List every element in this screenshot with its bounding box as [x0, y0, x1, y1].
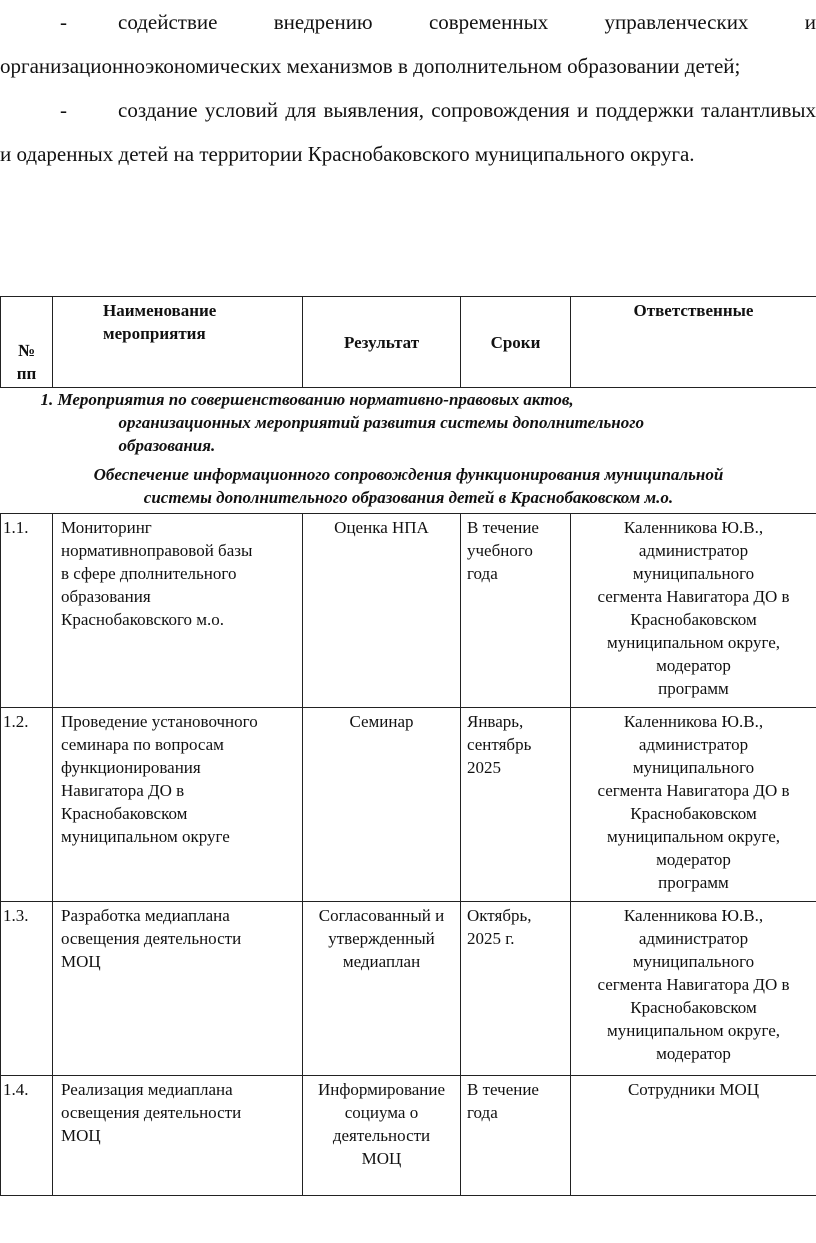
activity-name: Мониторинг нормативноправовой базы в сфере дполнительного образования Краснобаковского м.о.	[53, 514, 303, 708]
activity-responsible: Каленникова Ю.В., администратор муниципального сегмента Навигатора ДО в Краснобаковском муниципальном округе, модератор	[571, 902, 816, 1076]
table-body	[1, 514, 816, 1196]
table-header-row	[1, 297, 816, 388]
bullet-marker: -	[60, 98, 67, 122]
activity-name: Реализация медиаплана освещения деятельности МОЦ	[53, 1076, 303, 1196]
activity-term: В течение года	[461, 1076, 571, 1196]
header-name: Наименование мероприятия	[53, 297, 303, 388]
activity-term: Январь, сентябрь 2025	[461, 708, 571, 902]
activities-table	[0, 296, 816, 1196]
activity-term: Октябрь, 2025 г.	[461, 902, 571, 1076]
bullet-1	[0, 0, 816, 88]
header-term: Сроки	[461, 297, 571, 388]
header-result: Результат	[303, 297, 461, 388]
activity-result: Оценка НПА	[303, 514, 461, 708]
section-2-title: Обеспечение информационного сопровождения функционирования муниципальной системы дополнительного образования детей в Краснобаковском м.о.	[93, 465, 724, 507]
table-row	[1, 902, 816, 1076]
activity-term: В течение учебного года	[461, 514, 571, 708]
table-row	[1, 1076, 816, 1196]
row-number: 1.3.	[1, 902, 53, 1076]
activity-result: Согласованный и утвержденный медиаплан	[303, 902, 461, 1076]
header-num: № пп	[1, 297, 53, 388]
activity-result: Семинар	[303, 708, 461, 902]
bullet-text: создание условий для выявления, сопровождения и поддержки талантливых и одаренных детей на территории Краснобаковского муниципального округа.	[0, 98, 816, 166]
row-number: 1.4.	[1, 1076, 53, 1196]
activity-responsible: Каленникова Ю.В., администратор муниципального сегмента Навигатора ДО в Краснобаковском муниципальном округе, модератор программ	[571, 514, 816, 708]
activity-responsible: Каленникова Ю.В., администратор муниципального сегмента Навигатора ДО в Краснобаковском муниципальном округе, модератор программ	[571, 708, 816, 902]
activity-name: Проведение установочного семинара по вопросам функционирования Навигатора ДО в Краснобаковском муниципальном округе	[53, 708, 303, 902]
section-row	[1, 388, 816, 514]
intro-text	[0, 0, 816, 176]
activity-responsible: Сотрудники МОЦ	[571, 1076, 816, 1196]
activity-name: Разработка медиаплана освещения деятельности МОЦ	[53, 902, 303, 1076]
row-number: 1.1.	[1, 514, 53, 708]
header-responsible: Ответственные	[571, 297, 816, 388]
bullet-marker: -	[60, 10, 67, 34]
bullet-2	[0, 88, 816, 176]
activity-result: Информирование социума о деятельности МОЦ	[303, 1076, 461, 1196]
section-1-title: 1. Мероприятия по совершенствованию нормативно-правовых актов, организационных мероприятий развития системы дополнительного образования.	[40, 390, 645, 455]
table-row	[1, 514, 816, 708]
bullet-text: содействие внедрению современных управленческих и организационноэкономических механизмов в дополнительном образовании детей;	[0, 10, 816, 78]
row-number: 1.2.	[1, 708, 53, 902]
table-row	[1, 708, 816, 902]
